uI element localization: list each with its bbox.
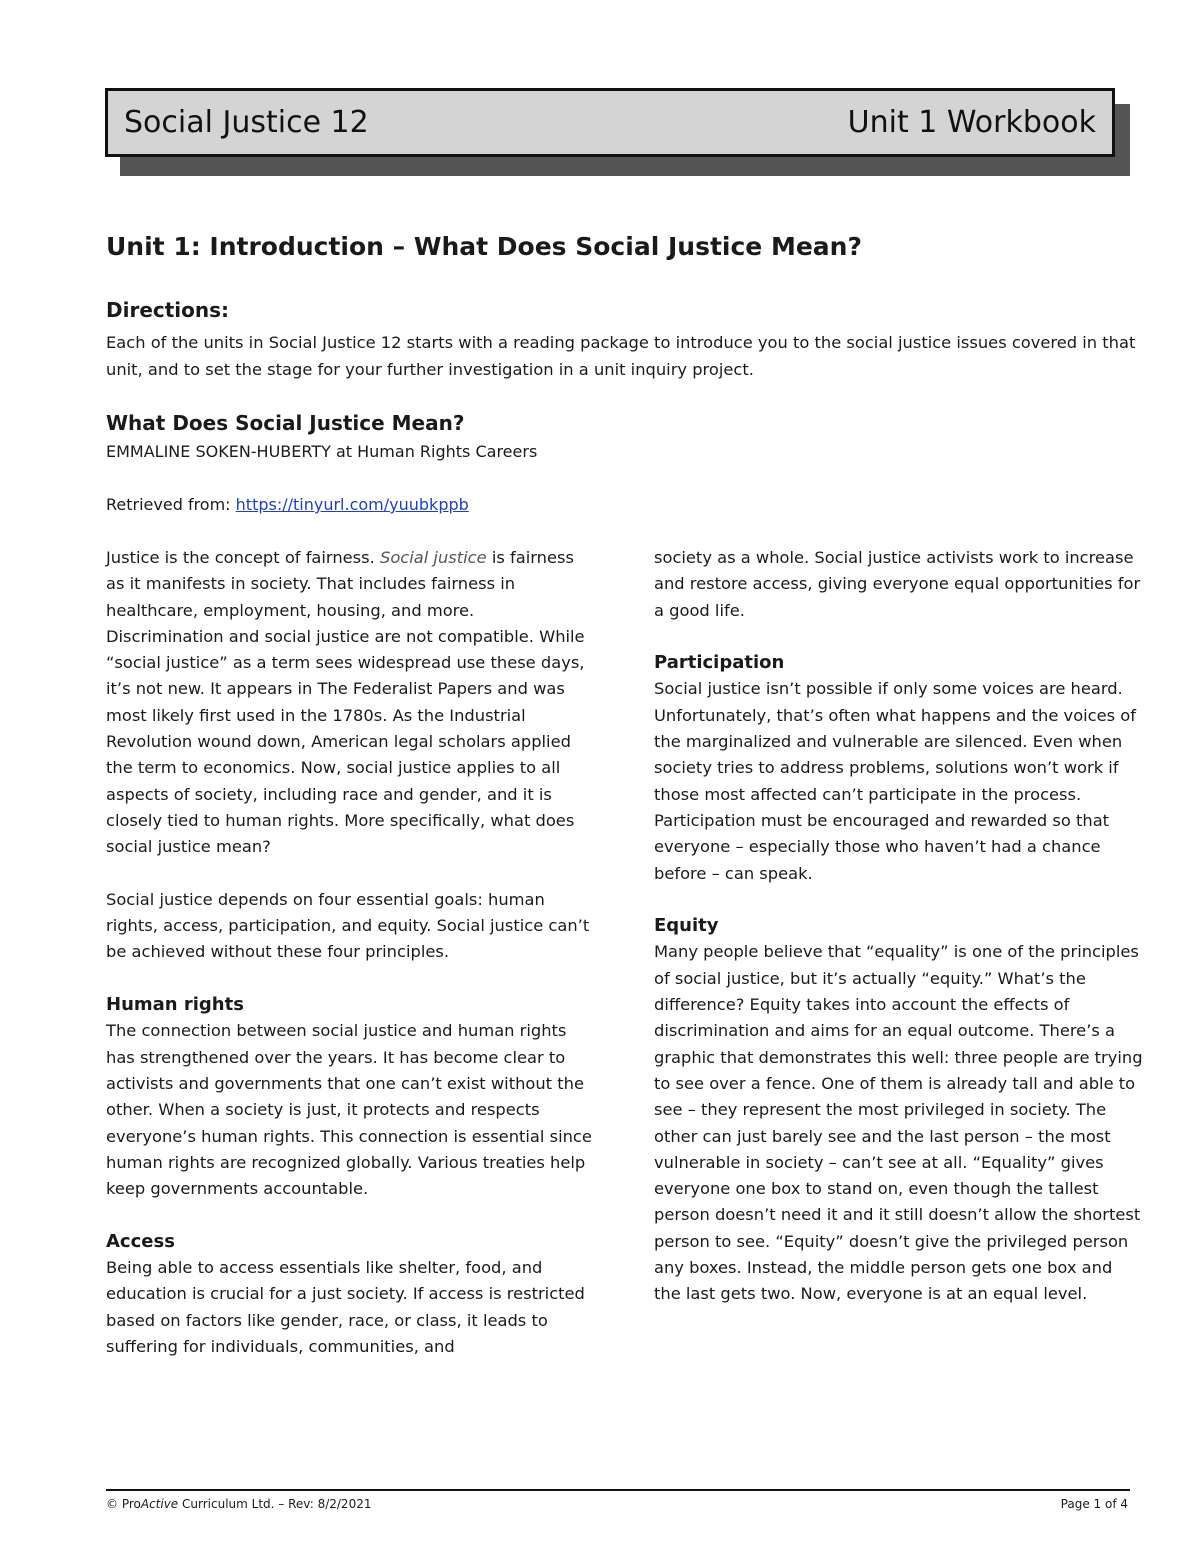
footer-copyright <box>106 1497 371 1511</box>
intro-paragraph <box>106 545 596 861</box>
participation-heading: Participation <box>654 652 785 674</box>
retrieved-line <box>106 495 469 514</box>
equity-heading: Equity <box>654 915 719 937</box>
retrieved-label: Retrieved from: <box>106 495 236 514</box>
directions-heading: Directions: <box>106 298 230 322</box>
header-banner <box>105 88 1115 157</box>
copyright-emphasis: Active <box>140 1497 179 1511</box>
intro-text-2: is fairness as it manifests in society. That includes fairness in healthcare, employment, housing, and more. Discrimination and social justice are not compatible. While “social justice” as a term sees widespread use these days, it’s not new. It appears in The Federalist Papers and was most likely first used in the 1780s. As the Industrial Revolution wound down, American legal scholars applied the term to economics. Now, social justice applies to all aspects of society, including race and gender, and it is closely tied to human rights. More specifically, what does social justice mean? <box>106 548 585 857</box>
copyright-prefix: © Pro <box>106 1497 141 1511</box>
access-heading: Access <box>106 1230 175 1252</box>
copyright-suffix: Curriculum Ltd. – Rev: 8/2/2021 <box>178 1497 372 1511</box>
course-title: Social Justice 12 <box>124 105 369 140</box>
unit-title: Unit 1: Introduction – What Does Social Justice Mean? <box>106 232 862 261</box>
equity-paragraph: Many people believe that “equality” is one of the principles of social justice, but it’s actually “equity.” What’s the difference? Equity takes into account the effects of discrimination and aims for an equal outcome. There’s a graphic that demonstrates this well: three people are trying to see over a fence. One of them is already tall and able to see – they represent the most privileged in society. The other can just barely see and the last person – the most vulnerable in society – can’t see at all. “Equality” gives everyone one box to stand on, even though the tallest person doesn’t need it and it still doesn’t allow the shortest person to see. “Equity” doesn’t give the privileged person any boxes. Instead, the middle person gets one box and the last gets two. Now, everyone is at an equal level. <box>654 942 1143 1304</box>
page-number: Page 1 of 4 <box>1060 1497 1128 1511</box>
footer-divider <box>106 1489 1130 1491</box>
participation-paragraph: Social justice isn’t possible if only some voices are heard. Unfortunately, that’s often what happens and the voices of the marginalized and vulnerable are silenced. Even when society tries to address problems, solutions won’t work if those most affected can’t participate in the process. Participation must be encouraged and rewarded so that everyone – especially those who haven’t had a chance before – can speak. <box>654 679 1136 883</box>
workbook-title: Unit 1 Workbook <box>847 105 1096 140</box>
goals-paragraph: Social justice depends on four essential goals: human rights, access, participation, and equity. Social justice can’t be achieved without these four principles. <box>106 889 590 962</box>
human-rights-paragraph: The connection between social justice and human rights has strengthened over the years. It has become clear to activists and governments that one can’t exist without the other. When a society is just, it protects and respects everyone’s human rights. This connection is essential since human rights are recognized globally. Various treaties help keep governments accountable. <box>106 1021 592 1199</box>
left-column <box>106 545 596 1387</box>
right-column <box>654 545 1144 1334</box>
article-title: What Does Social Justice Mean? <box>106 411 465 435</box>
human-rights-heading: Human rights <box>106 994 244 1016</box>
intro-emphasis: Social justice <box>379 548 487 567</box>
intro-text-1: Justice is the concept of fairness. <box>106 548 380 567</box>
directions-text: Each of the units in Social Justice 12 starts with a reading package to introduce you to the social justice issues covered in that unit, and to set the stage for your further investigation in a unit inquiry project. <box>106 333 1136 379</box>
article-author: EMMALINE SOKEN-HUBERTY at Human Rights Careers <box>106 442 538 461</box>
access-continued-paragraph: society as a whole. Social justice activists work to increase and restore access, giving everyone equal opportunities for a good life. <box>654 548 1141 620</box>
access-paragraph: Being able to access essentials like shelter, food, and education is crucial for a just society. If access is restricted based on factors like gender, race, or class, it leads to suffering for individuals, communities, and <box>106 1258 585 1356</box>
source-link[interactable]: https://tinyurl.com/yuubkppb <box>235 495 469 514</box>
